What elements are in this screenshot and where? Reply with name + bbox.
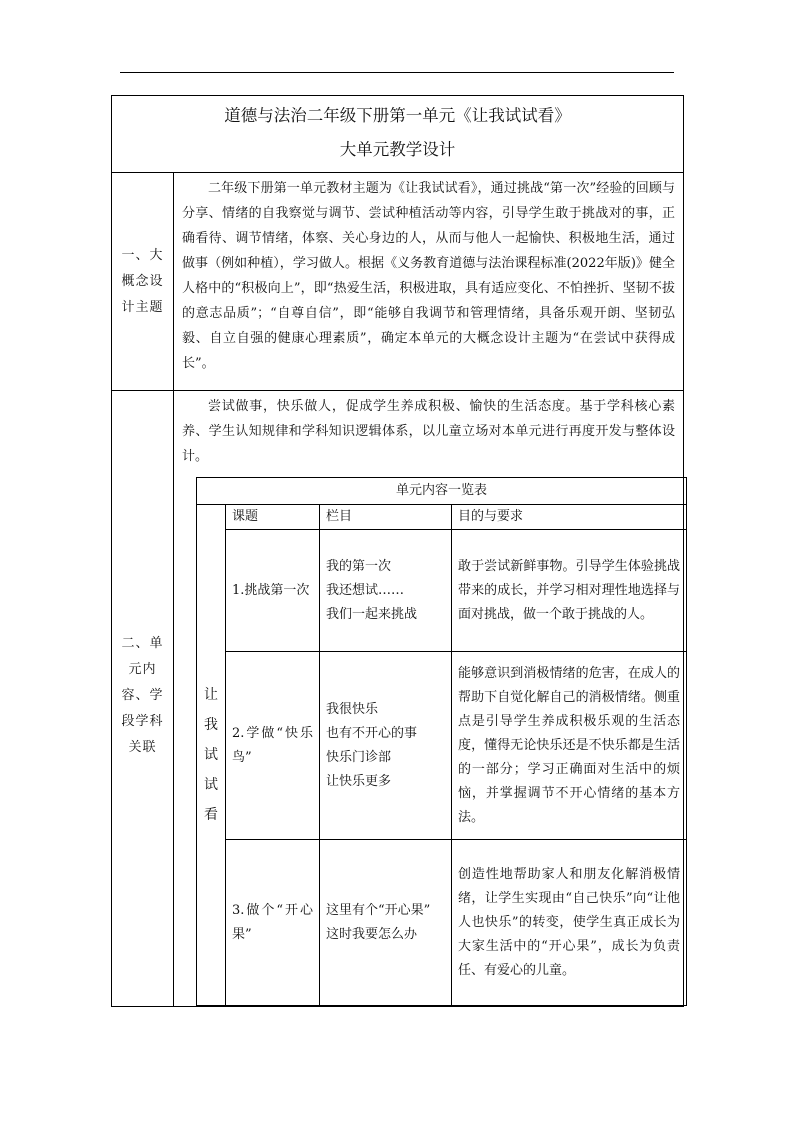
title-cell xyxy=(112,96,684,173)
section1-label: 一、大概念设计主题 xyxy=(112,173,174,391)
unit-name-vertical xyxy=(197,505,226,1006)
lesson-3-column: 这时我要怎么办 xyxy=(326,926,418,942)
lesson-1-columns xyxy=(320,530,452,652)
section2-label: 二、单元内容、学段学科关联 xyxy=(112,391,174,1007)
design-table xyxy=(111,95,684,1007)
unit-name-char: 看 xyxy=(204,807,218,823)
lesson-3-goal: 创造性地帮助家人和朋友化解消极情绪，让学生实现由“自己快乐”向“让他人也快乐”的转变，使学生真正成长为大家生活中的“开心果”，成长为负责任、有爱心的儿童。 xyxy=(452,840,687,1006)
lesson-2-goal: 能够意识到消极情绪的危害，在成人的帮助下自觉化解自己的消极情绪。侧重点是引导学生养成积极乐观的生活态度，懂得无论快乐还是不快乐都是生活的一部分；学习正确面对生活中的烦恼，并掌握调节不开心情绪的基本方法。 xyxy=(452,652,687,840)
lesson-2-column: 我很快乐 xyxy=(326,701,379,717)
title-line-1: 道德与法治二年级下册第一单元《让我试试看》 xyxy=(224,106,571,125)
header-goal: 目的与要求 xyxy=(452,505,687,530)
lesson-2-column: 也有不开心的事 xyxy=(326,725,418,741)
section2-content xyxy=(174,391,684,1007)
unit-content-table xyxy=(196,477,687,1006)
section2-intro: 尝试做事，快乐做人，促成学生养成积极、愉快的生活态度。基于学科核心素养、学生认知规律和学科知识逻辑体系，以儿童立场对本单元进行再度开发与整体设计。 xyxy=(182,399,675,464)
header-lesson: 课题 xyxy=(226,505,320,530)
lesson-3-title: 3.做个“开心果” xyxy=(226,840,320,1006)
unit-name-char: 我 xyxy=(204,717,218,733)
header-rule xyxy=(120,72,674,73)
unit-table-caption: 单元内容一览表 xyxy=(197,478,687,505)
section1-content xyxy=(174,173,684,391)
lesson-2-column: 快乐门诊部 xyxy=(326,749,392,765)
title-line-2: 大单元教学设计 xyxy=(339,140,456,159)
lesson-3-column: 这里有个“开心果” xyxy=(326,902,431,918)
section1-paragraph: 二年级下册第一单元教材主题为《让我试试看》，通过挑战“第一次”经验的回顾与分享、情绪的自我察觉与调节、尝试种植活动等内容，引导学生敢于挑战对的事，正确看待、调节情绪，体察、关心身边的人，从而与他人一起愉快、积极地生活，通过做事（例如种植），学习做人。根据《义务教育道德与法治课程标准(2022年版)》健全人格中的“积极向上”，即“热爱生活，积极进取，具有适应变化、不怕挫折、坚韧不拔的意志品质”；“自尊自信”，即“能够自我调节和管理情绪，具备乐观开朗、坚韧弘毅、自立自强的健康心理素质”，确定本单元的大概念设计主题为“在尝试中获得成长”。 xyxy=(182,181,675,371)
lesson-1-column: 我还想试…… xyxy=(326,582,405,598)
lesson-2-column: 让快乐更多 xyxy=(326,773,392,789)
lesson-1-column: 我的第一次 xyxy=(326,558,392,574)
lesson-2-title: 2.学做“快乐鸟” xyxy=(226,652,320,840)
lesson-3-columns xyxy=(320,840,452,1006)
unit-name-char: 试 xyxy=(204,747,218,763)
lesson-1-column: 我们一起来挑战 xyxy=(326,606,418,622)
unit-name-char: 试 xyxy=(204,777,218,793)
unit-name-char: 让 xyxy=(204,687,218,703)
lesson-1-title: 1.挑战第一次 xyxy=(226,530,320,652)
header-columns: 栏目 xyxy=(320,505,452,530)
lesson-2-columns xyxy=(320,652,452,840)
lesson-1-goal: 敢于尝试新鲜事物。引导学生体验挑战带来的成长，并学习相对理性地选择与面对挑战，做一个敢于挑战的人。 xyxy=(452,530,687,652)
